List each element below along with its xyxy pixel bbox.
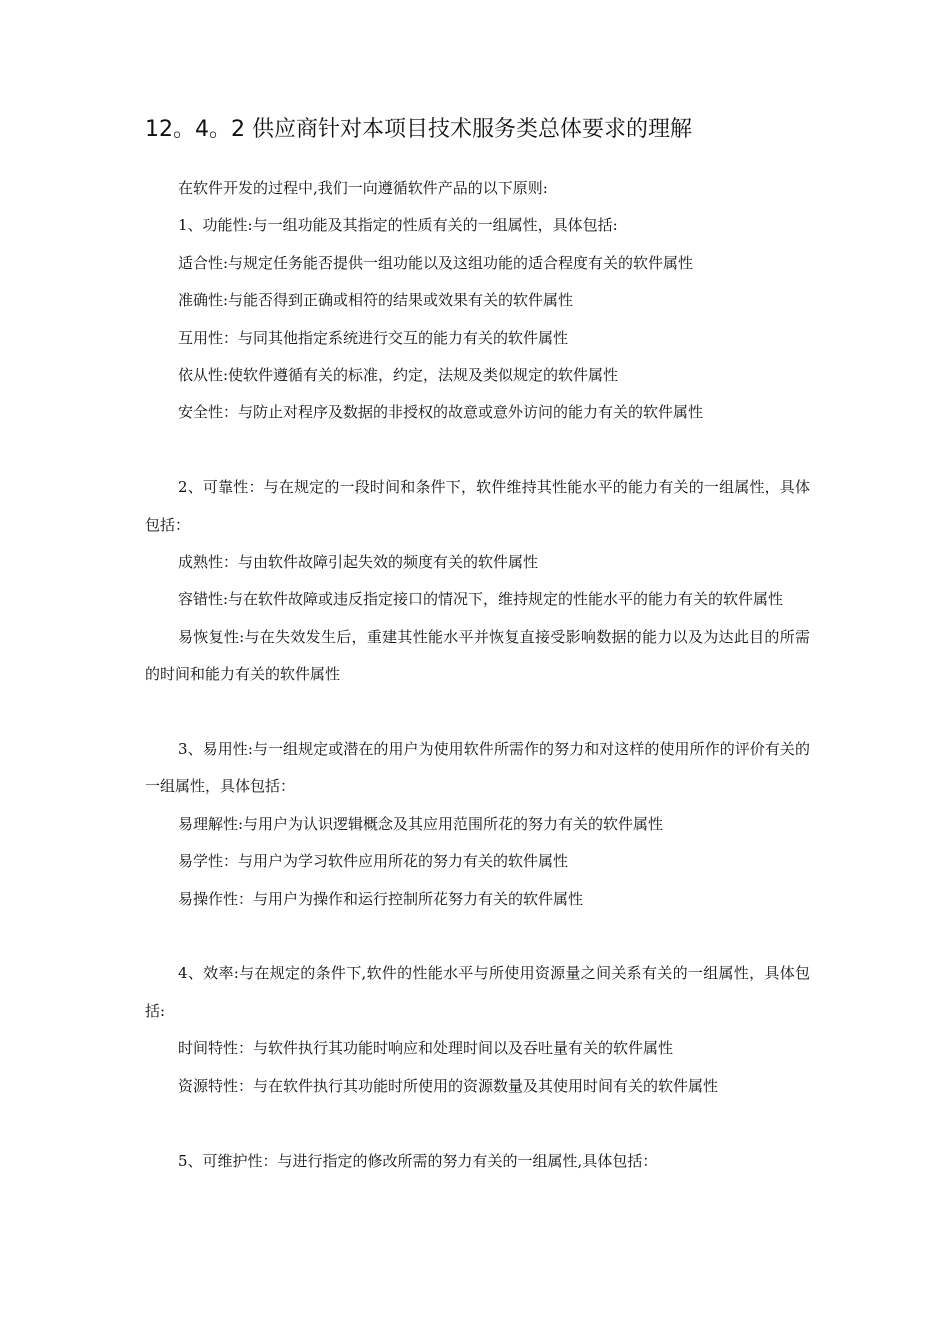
time-behaviour-item: 时间特性：与软件执行其功能时响应和处理时间以及吞吐量有关的软件属性 (178, 1039, 674, 1058)
section-gap (145, 432, 810, 469)
maturity-item: 成熟性：与由软件故障引起失效的频度有关的软件属性 (178, 553, 539, 572)
usability-heading: 3、易用性:与一组规定或潜在的用户为使用软件所需作的努力和对这样的使用所作的评价有关的一组属性，具体包括： (145, 740, 810, 796)
learnability-item: 易学性：与用户为学习软件应用所花的努力有关的软件属性 (178, 852, 569, 871)
reliability-heading: 2、可靠性：与在规定的一段时间和条件下，软件维持其性能水平的能力有关的一组属性，具体包括： (145, 478, 810, 534)
document-body (145, 170, 810, 1180)
fault-tolerance-item: 容错性:与在软件故障或违反指定接口的情况下，维持规定的性能水平的能力有关的软件属性 (178, 590, 784, 609)
recoverability-item: 易恢复性:与在失效发生后，重建其性能水平并恢复直接受影响数据的能力以及为达此目的所需的时间和能力有关的软件属性 (145, 627, 810, 684)
understandability-item: 易理解性:与用户为认识逻辑概念及其应用范围所花的努力有关的软件属性 (178, 814, 664, 833)
intro-paragraph: 在软件开发的过程中,我们一向遵循软件产品的以下原则: (178, 179, 548, 197)
compliance-item: 依从性:使软件遵循有关的标准，约定，法规及类似规定的软件属性 (178, 366, 619, 385)
maintainability-heading: 5、可维护性：与进行指定的修改所需的努力有关的一组属性,具体包括： (178, 1151, 658, 1170)
accuracy-item: 准确性:与能否得到正确或相符的结果或效果有关的软件属性 (178, 291, 574, 310)
operability-item: 易操作性：与用户为操作和运行控制所花努力有关的软件属性 (178, 889, 584, 908)
section-gap (145, 1105, 810, 1142)
section-heading: 12。4。2 供应商针对本项目技术服务类总体要求的理解 (145, 117, 692, 142)
security-item: 安全性：与防止对程序及数据的非授权的故意或意外访问的能力有关的软件属性 (178, 403, 704, 422)
suitability-item: 适合性:与规定任务能否提供一组功能以及这组功能的适合程度有关的软件属性 (178, 253, 694, 272)
section-gap (145, 918, 810, 955)
efficiency-heading: 4、效率:与在规定的条件下,软件的性能水平与所使用资源量之间关系有关的一组属性，具体包括: (145, 964, 810, 1020)
functionality-heading: 1、功能性:与一组功能及其指定的性质有关的一组属性，具体包括: (178, 216, 618, 235)
interoperability-item: 互用性：与同其他指定系统进行交互的能力有关的软件属性 (178, 328, 569, 347)
section-gap (145, 694, 810, 731)
resource-behaviour-item: 资源特性：与在软件执行其功能时所使用的资源数量及其使用时间有关的软件属性 (178, 1076, 719, 1095)
